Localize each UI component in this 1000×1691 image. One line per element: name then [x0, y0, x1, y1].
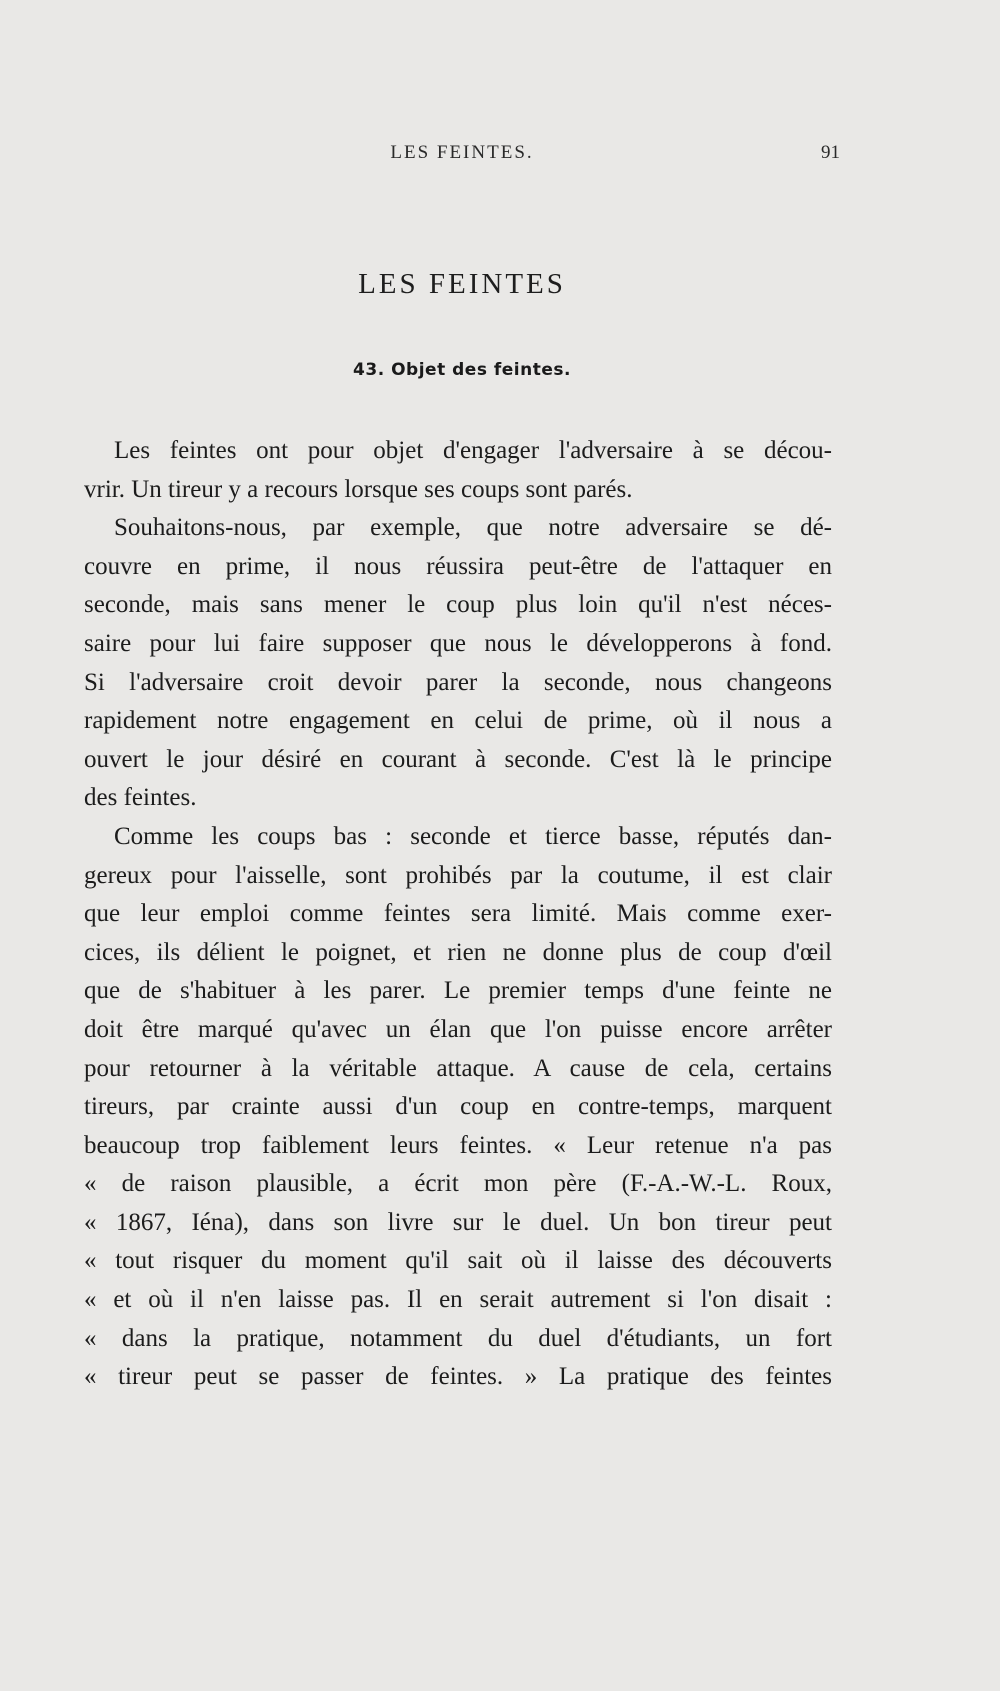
text-line: Souhaitons-nous, par exemple, que notre adversaire se dé-	[114, 514, 832, 542]
section-title: Objet des feintes.	[391, 360, 571, 380]
text-line: saire pour lui faire supposer que nous le développerons à fond.	[84, 629, 832, 657]
text-line: que de s'habituer à les parer. Le premier temps d'une feinte ne	[84, 977, 832, 1005]
text-line: gereux pour l'aisselle, sont prohibés par la coutume, il est clair	[84, 861, 832, 889]
text-line: « tout risquer du moment qu'il sait où il laisse des découverts	[84, 1247, 832, 1275]
text-line: ouvert le jour désiré en courant à seconde. C'est là le principe	[84, 745, 832, 773]
running-header	[84, 142, 840, 172]
body-text	[84, 432, 832, 1397]
text-line: « dans la pratique, notamment du duel d'étudiants, un fort	[84, 1324, 832, 1352]
text-line: que leur emploi comme feintes sera limité. Mais comme exer-	[84, 900, 832, 928]
section-number: 43.	[353, 360, 385, 380]
text-line: « 1867, Iéna), dans son livre sur le duel. Un bon tireur peut	[84, 1208, 832, 1236]
text-line: « de raison plausible, a écrit mon père (F.-A.-W.-L. Roux,	[84, 1170, 832, 1198]
text-line: beaucoup trop faiblement leurs feintes. « Leur retenue n'a pas	[84, 1131, 832, 1159]
text-line: « tireur peut se passer de feintes. » La pratique des feintes	[84, 1363, 832, 1391]
text-line: seconde, mais sans mener le coup plus loin qu'il n'est néces-	[84, 591, 832, 619]
text-line: pour retourner à la véritable attaque. A cause de cela, certains	[84, 1054, 832, 1082]
text-line: Les feintes ont pour objet d'engager l'adversaire à se décou-	[114, 437, 832, 464]
text-line: cices, ils délient le poignet, et rien ne donne plus de coup d'œil	[84, 938, 832, 966]
text-line: Si l'adversaire croit devoir parer la seconde, nous changeons	[84, 668, 832, 696]
text-line: tireurs, par crainte aussi d'un coup en contre-temps, marquent	[84, 1093, 832, 1121]
text-line: « et où il n'en laisse pas. Il en serait autrement si l'on disait :	[84, 1286, 832, 1314]
running-title: LES FEINTES.	[390, 142, 534, 163]
text-line: couvre en prime, il nous réussira peut-être de l'attaquer en	[84, 552, 832, 580]
text-line: rapidement notre engagement en celui de prime, où il nous a	[84, 707, 832, 735]
text-line: vrir. Un tireur y a recours lorsque ses coups sont parés.	[84, 475, 633, 503]
page-number: 91	[821, 142, 840, 163]
text-line: Comme les coups bas : seconde et tierce basse, réputés dan-	[114, 822, 832, 850]
chapter-title: LES FEINTES	[358, 268, 566, 300]
text-line: doit être marqué qu'avec un élan que l'on puisse encore arrêter	[84, 1015, 832, 1043]
text-line: des feintes.	[84, 784, 197, 812]
section-heading	[84, 360, 840, 380]
